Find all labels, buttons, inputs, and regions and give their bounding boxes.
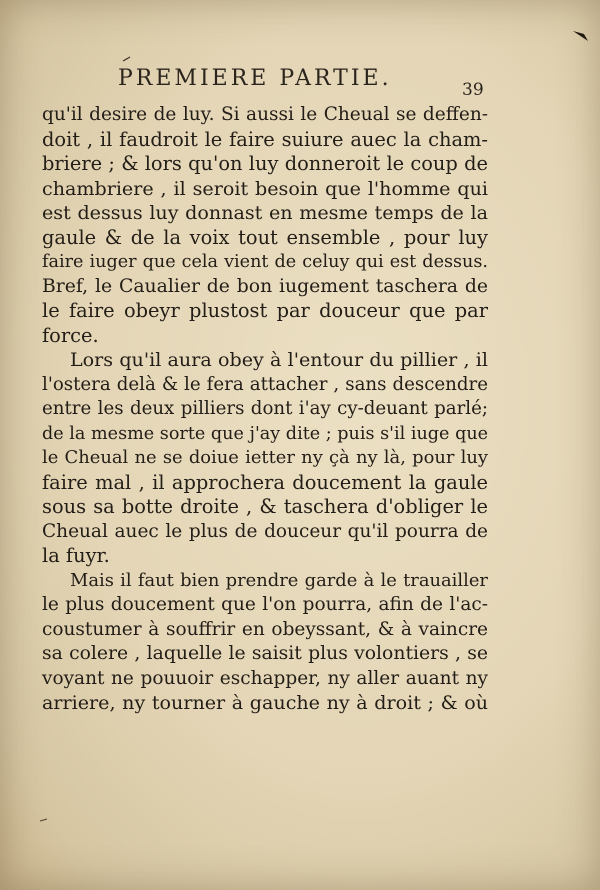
text-line: faire mal , il approchera doucement la gaule <box>42 470 488 494</box>
text-line: Cheual auec le plus de douceur qu'il pourra de <box>42 520 488 542</box>
text-line: l'ostera delà & le fera attacher , sans descendre <box>42 373 488 395</box>
text-line: le Cheual ne se doiue ietter ny çà ny là, pour luy <box>42 447 488 468</box>
paragraph-3 <box>42 569 488 716</box>
text-line: la fuyr. <box>42 544 110 567</box>
paragraph-2 <box>42 348 488 569</box>
text-line: chambriere , il seroit besoin que l'homme qui <box>42 176 488 200</box>
text-line: de la mesme sorte que j'ay dite ; puis s'il iuge que <box>42 423 489 444</box>
text-line: faire iuger que cela vient de celuy qui est dessus. <box>42 252 488 272</box>
text-line: briere ; & lors qu'on luy donneroit le coup de <box>42 152 488 175</box>
text-line: force. <box>42 323 99 347</box>
stray-ink-mark-icon <box>40 818 48 822</box>
running-head: PREMIERE PARTIE. <box>118 66 392 91</box>
ink-speck-icon <box>122 56 132 62</box>
text-line: voyant ne pouuoir eschapper, ny aller auant ny <box>42 667 488 689</box>
text-line: doit , il faudroit le faire suiure auec la cham- <box>42 127 488 151</box>
text-line: qu'il desire de luy. Si aussi le Cheual se deffen- <box>42 104 488 125</box>
text-line: est dessus luy donnast en mesme temps de la <box>42 201 488 224</box>
text-line: Mais il faut bien prendre garde à le trauailler <box>70 569 488 591</box>
text-line: Lors qu'il aura obey à l'entour du pillier , il <box>70 348 488 371</box>
text-line: le faire obeyr plustost par douceur que par <box>42 299 488 322</box>
text-line: coustumer à souffrir en obeyssant, & à vaincre <box>42 618 488 640</box>
body-text <box>42 103 488 716</box>
text-line: entre les deux pilliers dont i'ay cy-deuant parlé; <box>42 398 488 419</box>
text-line: le plus doucement que l'on pourra, afin de l'ac- <box>42 594 488 615</box>
page-number: 39 <box>462 80 484 100</box>
corner-ink-mark-icon <box>572 30 590 42</box>
text-line: sa colere , laquelle le saisit plus volontiers , se <box>42 643 488 664</box>
text-line: Bref, le Caualier de bon iugement taschera de <box>42 275 488 297</box>
text-line: gaule & de la voix tout ensemble , pour luy <box>42 225 488 249</box>
text-line: sous sa botte droite , & taschera d'obliger le <box>42 495 488 518</box>
paragraph-1 <box>42 103 488 348</box>
text-line: arriere, ny tourner à gauche ny à droit ; & où <box>42 691 488 714</box>
